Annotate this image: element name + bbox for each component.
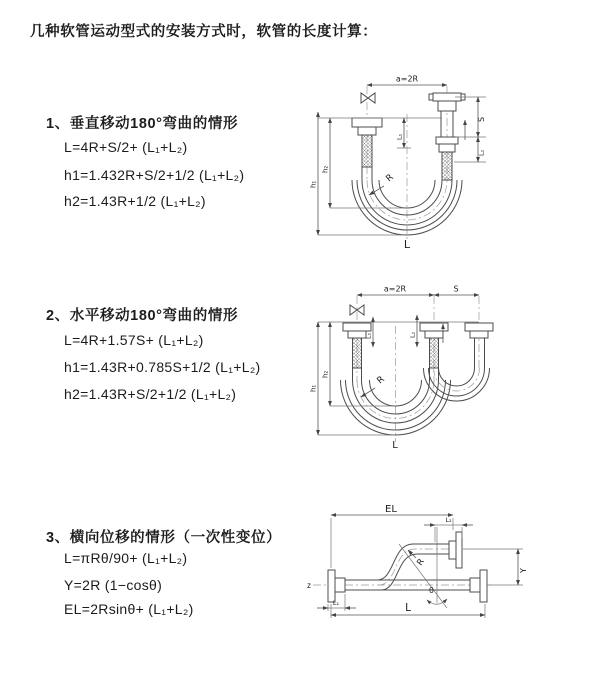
dim-label-h1: h₁ [309, 384, 318, 392]
upper-right-flange-fitting [449, 532, 462, 568]
dim-label-l1: L₁ [332, 599, 340, 607]
dim-label-radius: R [415, 557, 427, 568]
dim-label-l1: L₁ [395, 133, 404, 140]
dimension-lines [318, 85, 486, 235]
section-3-formula-1: L=πRθ/90+ (L₁+L₂) [64, 550, 188, 566]
section-2-formula-1: L=4R+1.57S+ (L₁+L₂) [64, 332, 204, 348]
diagram-lateral-displacement [295, 500, 600, 650]
section-1-formula-2: h1=1.432R+S/2+1/2 (L₁+L₂) [64, 167, 245, 183]
dim-label-y: Y [519, 568, 528, 573]
section-3-heading: 3、横向位移的情形（一次性变位） [46, 530, 282, 546]
page-title: 几种软管运动型式的安装方式时，软管的长度计算： [30, 24, 378, 40]
dim-label-theta: θ [429, 586, 434, 595]
dim-label-h2: h₂ [321, 165, 330, 173]
dim-label-l2: L₂ [408, 331, 417, 338]
centerline-mark-z: z [307, 581, 311, 590]
section-1-heading: 1、垂直移动180°弯曲的情形 [46, 116, 239, 132]
left-flange-fitting [328, 570, 345, 602]
dim-label-l2: L₂ [477, 149, 486, 156]
dim-label-h2: h₂ [321, 370, 330, 378]
diagram-horizontal-180-bend [305, 280, 600, 460]
dim-label-length: L [405, 602, 411, 614]
diagram-vertical-180-bend [305, 70, 600, 265]
dim-label-h1: h₁ [309, 180, 318, 188]
centerlines [357, 296, 479, 442]
dim-label-radius: R [375, 374, 387, 387]
section-1-formula-1: L=4R+S/2+ (L₁+L₂) [64, 139, 188, 155]
section-2-heading: 2、水平移动180°弯曲的情形 [46, 308, 239, 324]
dim-label-el: EL [385, 504, 397, 515]
dim-label-radius: R [384, 172, 396, 185]
section-1-formula-3: h2=1.43R+1/2 (L₁+L₂) [64, 193, 206, 209]
dim-label-a2r: a=2R [383, 284, 407, 294]
section-3-formula-3: EL=2Rsinθ+ (L₁+L₂) [64, 601, 194, 617]
hose-s-curve [377, 544, 449, 590]
dim-label-length: L [403, 238, 411, 251]
hose-u-bend-position-2 [424, 368, 490, 401]
dim-label-a2r: a=2R [395, 74, 419, 84]
lower-right-flange-fitting [470, 570, 487, 602]
centerlines [367, 86, 447, 240]
section-2-formula-3: h2=1.43R+S/2+1/2 (L₁+L₂) [64, 386, 237, 402]
right-flange-fitting [429, 93, 465, 180]
valve-icon [361, 93, 375, 103]
dim-label-length: L [392, 440, 398, 451]
dim-label-s: S [453, 284, 459, 294]
dim-label-l2: L₂ [445, 516, 452, 524]
section-3-formula-2: Y=2R (1−cosθ) [64, 577, 163, 593]
dim-label-s: S [477, 116, 486, 122]
section-2-formula-2: h1=1.43R+0.785S+1/2 (L₁+L₂) [64, 359, 261, 375]
dim-label-l1: L₁ [364, 332, 373, 339]
